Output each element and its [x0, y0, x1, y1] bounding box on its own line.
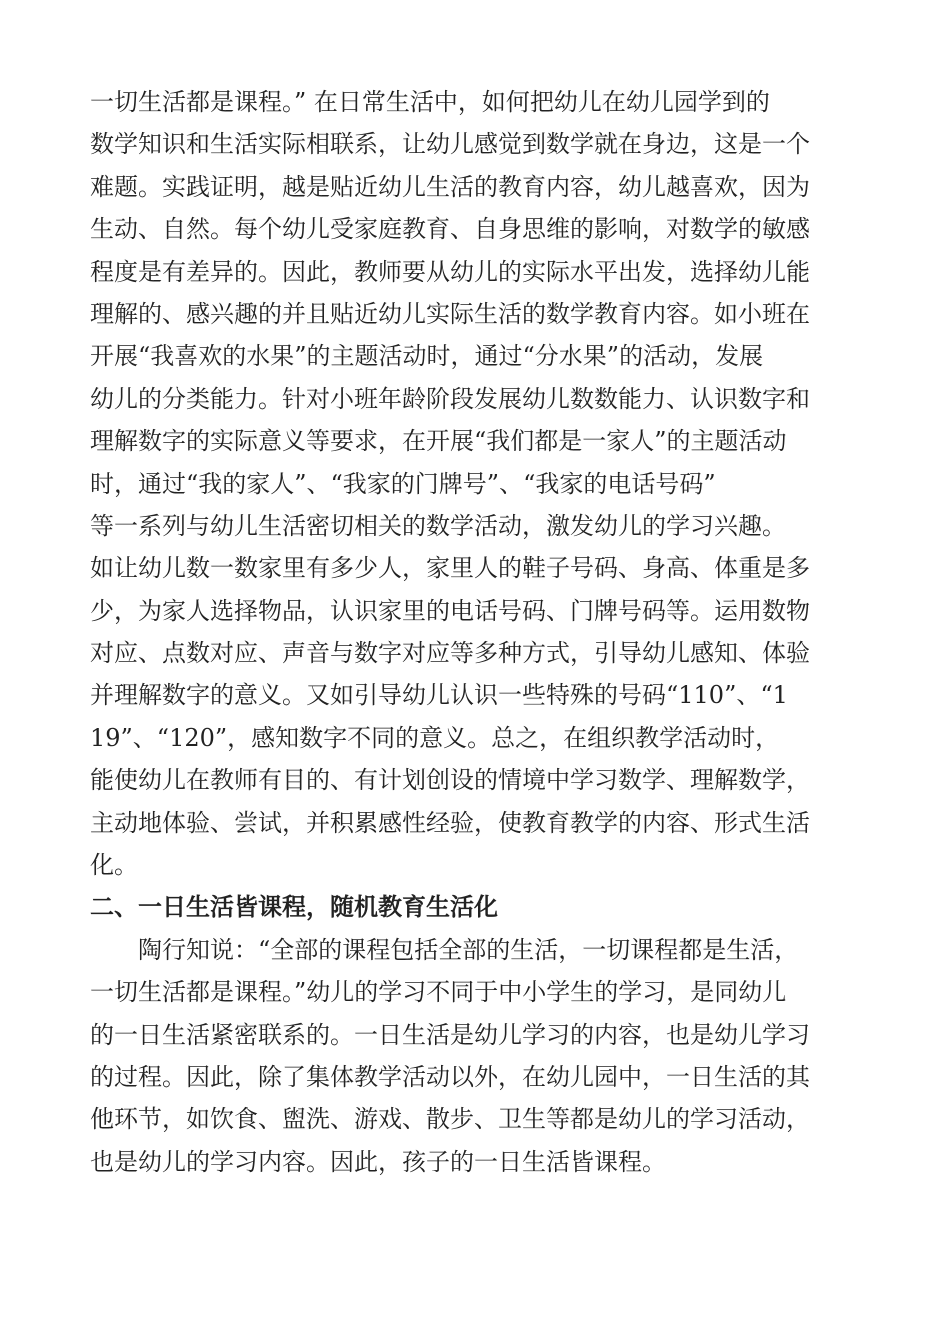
paragraph-line: 幼儿的分类能力。针对小班年龄阶段发展幼儿数数能力、认识数字和 — [90, 384, 810, 413]
section-heading: 二、一日生活皆课程，随机教育生活化 — [90, 892, 498, 922]
paragraph-line: 生动、自然。每个幼儿受家庭教育、自身思维的影响，对数学的敏感 — [90, 215, 810, 244]
paragraph-line: 理解数字的实际意义等要求，在开展“我们都是一家人”的主题活动 — [90, 427, 787, 456]
paragraph-line: 的过程。因此，除了集体教学活动以外，在幼儿园中，一日生活的其 — [90, 1062, 810, 1091]
paragraph-line: 程度是有差异的。因此，教师要从幼儿的实际水平出发，选择幼儿能 — [90, 257, 810, 286]
paragraph-line: 理解的、感兴趣的并且贴近幼儿实际生活的数学教育内容。如小班在 — [90, 299, 810, 328]
paragraph-line: 等一系列与幼儿生活密切相关的数学活动，激发幼儿的学习兴趣。 — [90, 511, 786, 540]
paragraph-line: 能使幼儿在教师有目的、有计划创设的情境中学习数学、理解数学， — [90, 766, 810, 795]
paragraph-line: 一切生活都是课程。”幼儿的学习不同于中小学生的学习，是同幼儿 — [90, 978, 787, 1007]
paragraph-line: 陶行知说：“全部的课程包括全部的生活，一切课程都是生活， — [138, 935, 799, 964]
paragraph-line: 他环节，如饮食、盥洗、游戏、散步、卫生等都是幼儿的学习活动， — [90, 1105, 810, 1134]
paragraph-line: 19”、“120”，感知数字不同的意义。总之，在组织教学活动时， — [90, 723, 780, 752]
paragraph-line: 如让幼儿数一数家里有多少人，家里人的鞋子号码、身高、体重是多 — [90, 554, 810, 583]
paragraph-line: 难题。实践证明，越是贴近幼儿生活的教育内容，幼儿越喜欢，因为 — [90, 172, 810, 201]
paragraph-line: 对应、点数对应、声音与数字对应等多种方式，引导幼儿感知、体验 — [90, 639, 810, 668]
paragraph-line: 并理解数字的意义。又如引导幼儿认识一些特殊的号码“110”、“1 — [90, 681, 788, 710]
paragraph-line: 时，通过“我的家人”、“我家的门牌号”、“我家的电话号码” — [90, 469, 716, 498]
paragraph-line: 主动地体验、尝试，并积累感性经验，使教育教学的内容、形式生活 — [90, 808, 810, 837]
document-body — [90, 81, 870, 1183]
paragraph-line: 也是幼儿的学习内容。因此，孩子的一日生活皆课程。 — [90, 1147, 666, 1176]
paragraph-line: 一切生活都是课程。” 在日常生活中，如何把幼儿在幼儿园学到的 — [90, 88, 770, 116]
paragraph-line: 数学知识和生活实际相联系，让幼儿感觉到数学就在身边，这是一个 — [90, 130, 810, 159]
paragraph-line: 化。 — [90, 851, 138, 880]
paragraph-line: 开展“我喜欢的水果”的主题活动时，通过“分水果”的活动，发展 — [90, 342, 764, 371]
paragraph-line: 的一日生活紧密联系的。一日生活是幼儿学习的内容，也是幼儿学习 — [90, 1020, 810, 1049]
paragraph-line: 少，为家人选择物品，认识家里的电话号码、门牌号码等。运用数物 — [90, 596, 810, 625]
